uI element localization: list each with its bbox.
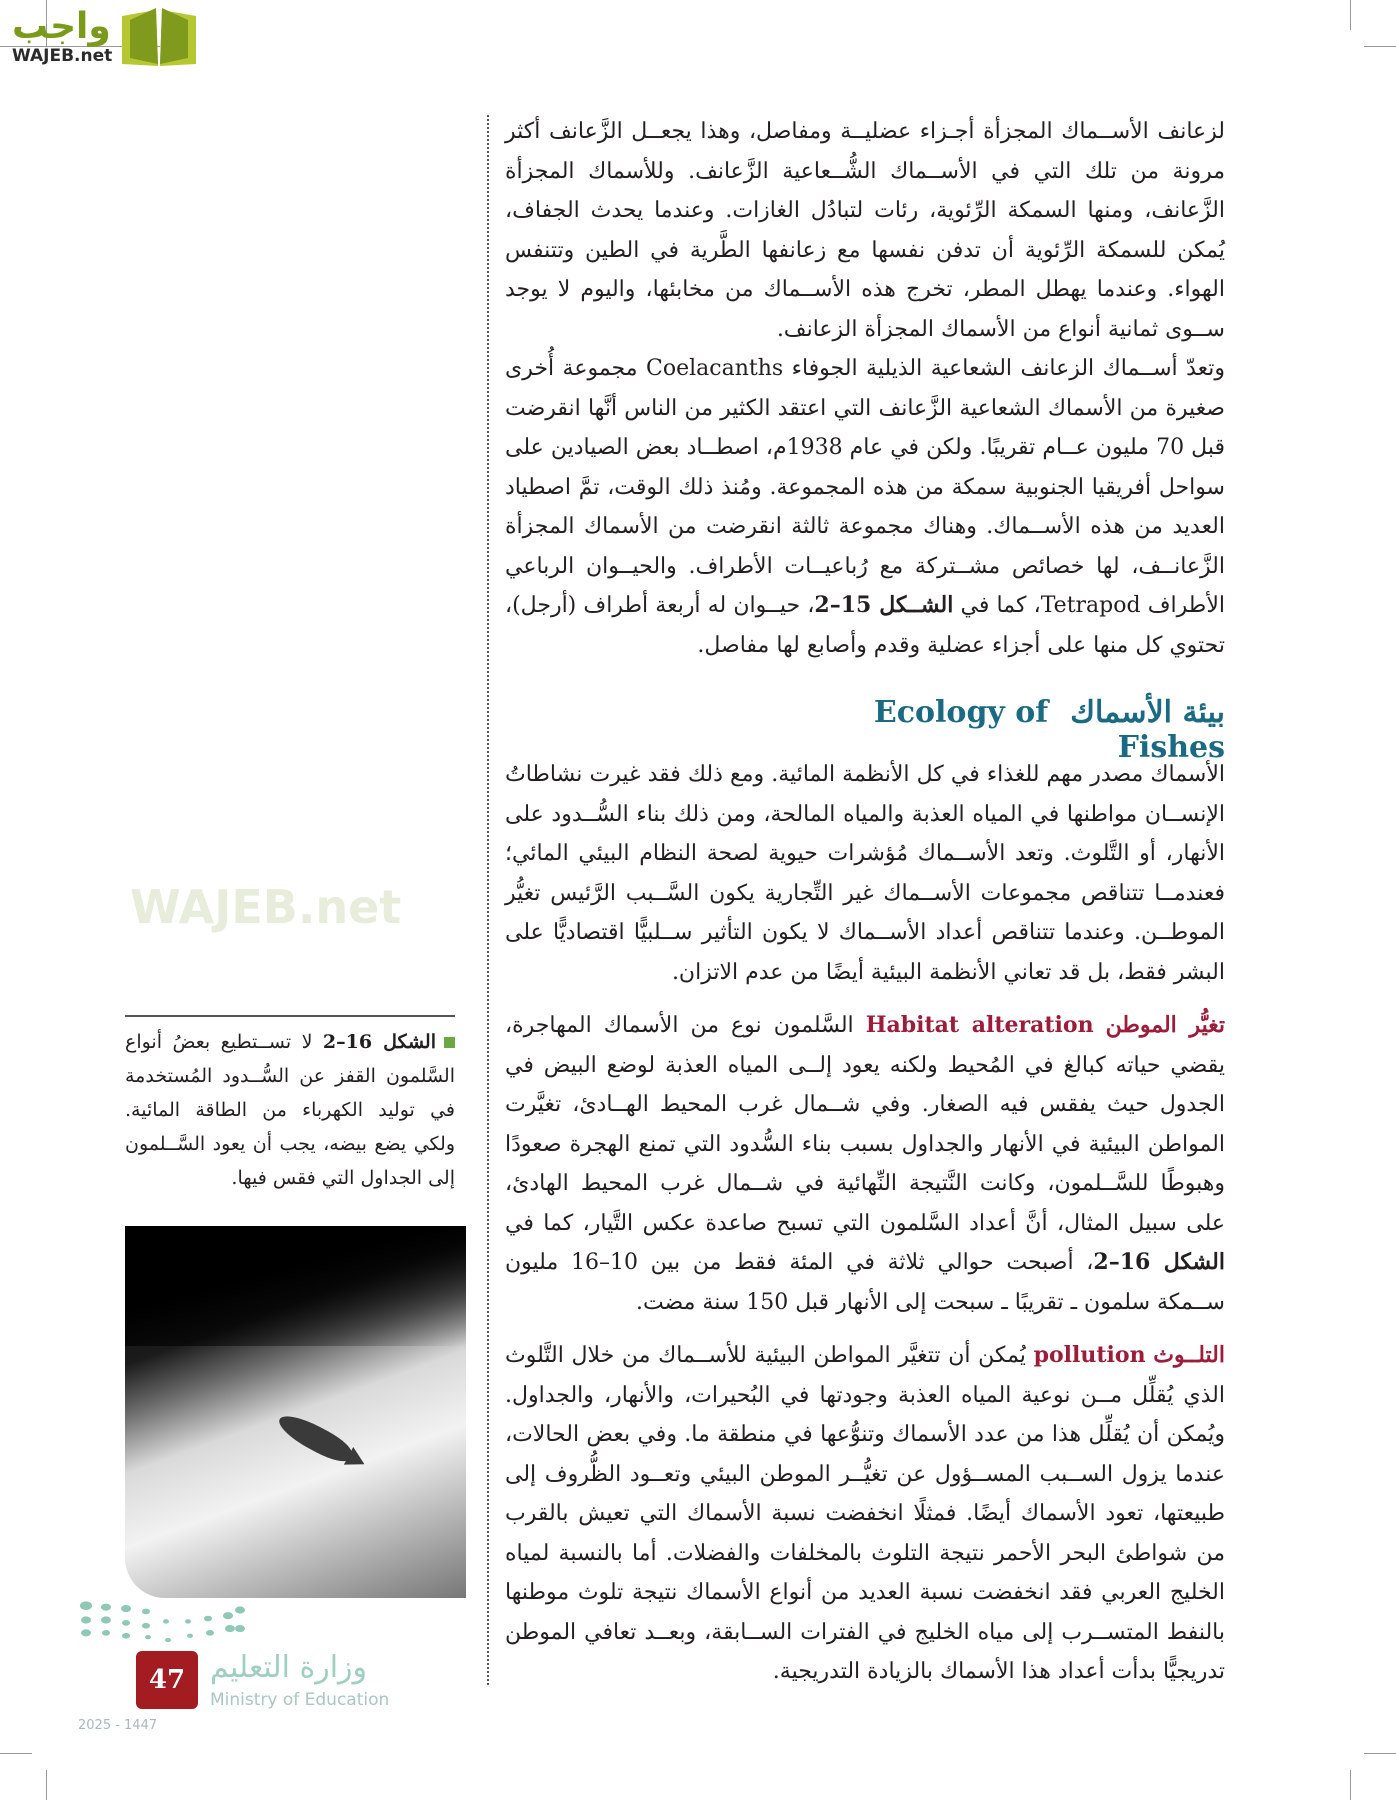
crop-mark	[1350, 1770, 1351, 1800]
photo-shadow	[125, 1226, 466, 1346]
salmon-jumping-photo	[125, 1226, 466, 1598]
figure-caption	[125, 1015, 455, 1195]
book-icon	[118, 6, 200, 68]
paragraph-pollution	[505, 1336, 1225, 1692]
text-column-top	[505, 112, 1225, 665]
text: ، حيــوان له أربعة أطراف (أرجل)، تحتوي كل منها على أجزاء عضلية وقدم وأصابع لها مفاصل.	[505, 593, 1225, 658]
ministry-logo-dots	[78, 1600, 248, 1650]
keyword-english: Habitat alteration	[865, 1012, 1094, 1038]
watermark: WAJEB.net	[130, 880, 402, 934]
paragraph-lobe-finned: لزعانف الأســماك المجزأة أجـزاء عضليــة ومفاصل، وهذا يجعــل الزَّعانف أكثر مرونة من تلك التي في الأســماك الشُّــعاعية الزَّعانف. وللأسماك المجزأة الزَّعانف، ومنها السمكة الرِّئوية، رئات لتبادُل الغازات. وعندما يحدث الجفاف، يُمكن للسمكة الرِّئوية أن تدفن نفسها مع زعانفها الطَّرية في الطين وتتنفس الهواء. وعندما يهطل المطر، تخرج هذه الأســماك من مخابئها، واليوم لا يوجد ســوى ثمانية أنواع من الأسماك المجزأة الزعانف.	[505, 119, 1225, 342]
ministry-name-arabic: وزارة التعليم	[210, 1650, 368, 1685]
text-column-bottom	[505, 755, 1225, 1692]
logo-latin: WAJEB.net	[12, 46, 113, 66]
keyword-arabic: التلــوث	[1153, 1342, 1226, 1368]
figure-ref: الشــكل 15–2	[814, 592, 954, 618]
logo-arabic: واجب	[12, 6, 111, 47]
keyword-arabic: تغيُّر الموطن	[1105, 1012, 1225, 1038]
wajeb-logo[interactable]	[10, 4, 190, 68]
caption-square-icon	[444, 1037, 455, 1048]
keyword-english: pollution	[1033, 1342, 1146, 1368]
ministry-name-english: Ministry of Education	[210, 1690, 390, 1710]
salmon-image	[274, 1409, 356, 1468]
crop-mark	[0, 1753, 32, 1754]
figure-ref: الشكل 16–2	[1093, 1249, 1225, 1275]
edition-year: 2025 - 1447	[78, 1718, 158, 1733]
text: ، أصبحت حوالي ثلاثة في المئة فقط من بين 10–16 مليون ســمكة سلمون ـ تقريبًا ـ سبحت إلى الأنهار قبل 150 سنة مضت.	[505, 1250, 1225, 1315]
text: يُمكن أن تتغيَّر المواطن البيئية للأســماك من خلال التَّلوث الذي يُقلِّل مــن نوعية المياه العذبة وجودتها في البُحيرات، والأنهار، والجداول. ويُمكن أن يُقلِّل هذا من عدد الأسماك وتنوُّعها في منطقة ما. وفي بعض الحالات، عندما يزول الســبب المســؤول عن تغيُّــر الموطن البيئي وتعــود الظُّروف إلى طبيعتها، تعود الأسماك أيضًا. فمثلًا انخفضت نسبة الأسماك التي تعيش بالقرب من شواطئ البحر الأحمر نتيجة التلوث بالمخلفات والفضلات. أما بالنسبة لمياه الخليج العربي فقد انخفضت نسبة العديد من أنواع الأسماك نتيجة تلوث موطنها بالنفط المتســرب إلى مياه الخليج في الفترات الســابقة، وبعــد تعافي الموطن تدريجيًّا بدأت أعداد هذا الأسماك بالزيادة التدريجية.	[505, 1343, 1225, 1684]
text: السَّلمون نوع من الأسماك المهاجرة، يقضي حياته كبالغ في المُحيط ولكنه يعود إلــى المياه العذبة لوضع البيض في الجدول حيث يفقس فيه الصغار. وفي شــمال غرب المحيط الهــادئ، تغيَّرت المواطن البيئية في الأنهار والجداول بسبب بناء السُّدود التي تمنع الهجرة صعودًا وهبوطًا للسَّــلمون، وكانت النَّتيجة النِّهائية في شــمال غرب المحيط الهادئ، على سبيل المثال، أنَّ أعداد السَّلمون التي تسبح صاعدة عكس التَّيار، كما في	[505, 1013, 1225, 1236]
caption-text: لا تســتطيع بعضُ أنواع السَّلمون القفز عن السُّــدود المُستخدمة في توليد الكهرباء من الطاقة المائية. ولكي يضع بيضه، يجب أن يعود السَّــلمون إلى الجداول التي فقس فيها.	[125, 1031, 455, 1189]
caption-label: الشكل 16–2	[322, 1031, 436, 1053]
page-number: 47	[136, 1651, 198, 1709]
paragraph-ecology: الأسماك مصدر مهم للغذاء في كل الأنظمة المائية. ومع ذلك فقد غيرت نشاطاتُ الإنســان مواطنها في المياه العذبة والمياه المالحة، ومن ذلك بناء السُّــدود على الأنهار، أو التَّلوث. وتعد الأســماك مُؤشرات حيوية لصحة النظام البيئي المائي؛ فعندمــا تتناقص مجموعات الأســماك غير التِّجارية يكون السَّــبب الرَّئيس تغيُّر الموطــن. وعندما تتناقص أعداد الأســماك لا يكون التأثير ســلبيًّا اقتصاديًّا على البشر فقط، بل قد تعاني الأنظمة البيئية أيضًا من عدم الاتزان.	[505, 762, 1225, 985]
crop-mark	[1364, 46, 1396, 47]
heading-english: Ecology of Fishes	[873, 695, 1225, 765]
paragraph-habitat	[505, 1006, 1225, 1322]
crop-mark	[1364, 1753, 1396, 1754]
heading-arabic: بيئة الأسماك	[1070, 695, 1225, 730]
paragraph-coelacanth	[505, 349, 1225, 665]
crop-mark	[1350, 0, 1351, 30]
crop-mark	[46, 1770, 47, 1800]
text: وتعدّ أســماك الزعانف الشعاعية الذيلية الجوفاء Coelacanths مجموعة أُخرى صغيرة من الأسماك الشعاعية الزَّعانف التي اعتقد الكثير من الناس أنَّها انقرضت قبل 70 مليون عــام تقريبًا. ولكن في عام 1938م، اصطــاد بعض الصيادين على سواحل أفريقيا الجنوبية سمكة من هذه المجموعة. ومُنذ ذلك الوقت، تمَّ اصطياد العديد من هذه الأســماك. وهناك مجموعة ثالثة انقرضت من الأسماك المجزأة الزَّعانــف، لها خصائص مشــتركة مع رُباعيــات الأطراف. والحيــوان الرباعي الأطراف Tetrapod، كما في	[505, 356, 1226, 618]
column-divider	[487, 115, 489, 1685]
